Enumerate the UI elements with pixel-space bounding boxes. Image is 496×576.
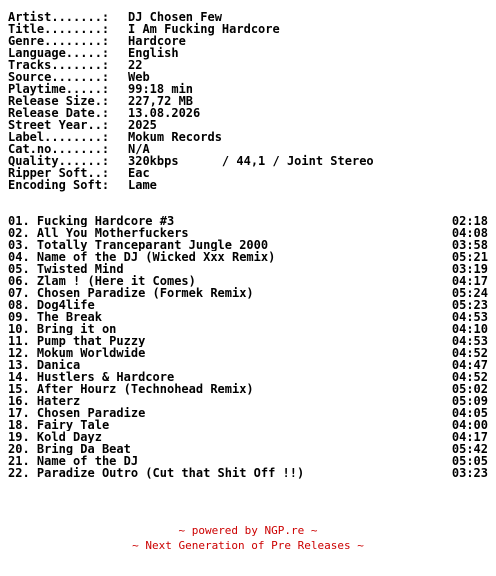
track-title: Haterz: [36, 395, 81, 407]
track-row: [8, 239, 488, 251]
track-row: [8, 359, 488, 371]
track-title: Kold Dayz: [36, 431, 102, 443]
info-key: Label........:: [8, 130, 110, 144]
track-duration: 03:58: [451, 238, 488, 252]
info-value: 13.08.2026: [128, 106, 201, 120]
track-duration: 03:19: [451, 262, 488, 276]
info-key: Source.......:: [8, 70, 110, 84]
info-value: English: [128, 46, 179, 60]
info-key: Playtime.....:: [8, 82, 110, 96]
track-row: [8, 371, 488, 383]
track-row: [8, 455, 488, 467]
info-value: Mokum Records: [128, 130, 222, 144]
track-title: Totally Tranceparant Jungle 2000: [36, 239, 269, 251]
track-duration: 05:02: [451, 382, 488, 396]
track-duration: 04:52: [451, 370, 488, 384]
track-row: [8, 395, 488, 407]
track-title: Bring Da Beat: [36, 443, 131, 455]
track-duration: 04:17: [451, 274, 488, 288]
track-number: 12.: [8, 346, 30, 360]
track-number: 16.: [8, 394, 30, 408]
track-row: [8, 383, 488, 395]
track-row: [8, 215, 488, 227]
track-row: [8, 419, 488, 431]
track-row: [8, 443, 488, 455]
info-key: Genre........:: [8, 34, 110, 48]
info-key: Tracks.......:: [8, 58, 110, 72]
track-duration: 05:24: [451, 286, 488, 300]
track-duration: 04:10: [451, 322, 488, 336]
track-title: Fucking Hardcore #3: [36, 215, 175, 227]
info-key: Artist.......:: [8, 10, 110, 24]
track-title: Paradize Outro (Cut that Shit Off !!): [36, 467, 305, 479]
track-title: Fairy Tale: [36, 419, 110, 431]
track-title: Chosen Paradize (Formek Remix): [36, 287, 254, 299]
track-number: 10.: [8, 322, 30, 336]
track-duration: 04:05: [451, 406, 488, 420]
track-duration: 05:09: [451, 394, 488, 408]
info-key: Street Year..:: [8, 118, 110, 132]
track-title: Name of the DJ: [36, 455, 139, 467]
info-key: Cat.no.......:: [8, 142, 110, 156]
section-gap: [8, 191, 488, 215]
info-key: Quality......:: [8, 154, 110, 168]
info-value: Eac: [128, 166, 150, 180]
info-value: 2025: [128, 118, 157, 132]
track-duration: 05:42: [451, 442, 488, 456]
info-value: N/A: [128, 142, 150, 156]
track-row: [8, 275, 488, 287]
track-row: [8, 311, 488, 323]
track-number: 02.: [8, 226, 30, 240]
track-row: [8, 431, 488, 443]
track-title: Twisted Mind: [36, 263, 124, 275]
track-duration: 05:21: [451, 250, 488, 264]
track-row: [8, 287, 488, 299]
track-number: 06.: [8, 274, 30, 288]
track-number: 04.: [8, 250, 30, 264]
nfo-text-block: [8, 11, 488, 479]
info-row: [8, 179, 488, 191]
track-duration: 04:53: [451, 334, 488, 348]
track-number: 14.: [8, 370, 30, 384]
info-value: Web: [128, 70, 150, 84]
track-duration: 04:53: [451, 310, 488, 324]
release-info: [8, 11, 488, 191]
info-key: Encoding Soft:: [8, 178, 110, 192]
track-duration: 04:00: [451, 418, 488, 432]
track-number: 13.: [8, 358, 30, 372]
track-row: [8, 467, 488, 479]
track-duration: 05:23: [451, 298, 488, 312]
track-title: The Break: [36, 311, 102, 323]
track-number: 07.: [8, 286, 30, 300]
track-row: [8, 347, 488, 359]
track-duration: 04:52: [451, 346, 488, 360]
footer-tagline: ~ Next Generation of Pre Releases ~: [132, 539, 364, 552]
track-title: Danica: [36, 359, 81, 371]
track-duration: 03:23: [451, 466, 488, 480]
track-number: 19.: [8, 430, 30, 444]
info-key: Release Date.:: [8, 106, 110, 120]
info-key: Language.....:: [8, 46, 110, 60]
info-value: 320kbps: [128, 154, 179, 168]
info-value: Lame: [128, 178, 157, 192]
track-number: 15.: [8, 382, 30, 396]
track-number: 18.: [8, 418, 30, 432]
info-key: Title........:: [8, 22, 110, 36]
track-duration: 04:08: [451, 226, 488, 240]
track-title: Pump that Puzzy: [36, 335, 146, 347]
info-value: 22: [128, 58, 143, 72]
info-key: Release Size.:: [8, 94, 110, 108]
info-value: 227,72 MB: [128, 94, 194, 108]
track-number: 03.: [8, 238, 30, 252]
info-value: I Am Fucking Hardcore: [128, 22, 280, 36]
info-value: 99:18 min: [128, 82, 194, 96]
track-title: Bring it on: [36, 323, 117, 335]
track-row: [8, 407, 488, 419]
track-title: Zlam ! (Here it Comes): [36, 275, 196, 287]
track-title: Hustlers & Hardcore: [36, 371, 175, 383]
track-title: Chosen Paradize: [36, 407, 146, 419]
track-title: After Hourz (Technohead Remix): [36, 383, 254, 395]
track-title: All You Motherfuckers: [36, 227, 189, 239]
track-row: [8, 263, 488, 275]
info-key: Ripper Soft..:: [8, 166, 110, 180]
track-number: 21.: [8, 454, 30, 468]
track-duration: 04:47: [451, 358, 488, 372]
track-title: Dog4life: [36, 299, 95, 311]
track-title: Mokum Worldwide: [36, 347, 146, 359]
info-value: Hardcore: [128, 34, 186, 48]
track-number: 20.: [8, 442, 30, 456]
track-row: [8, 323, 488, 335]
track-number: 22.: [8, 466, 30, 480]
track-duration: 04:17: [451, 430, 488, 444]
track-duration: 05:05: [451, 454, 488, 468]
track-number: 05.: [8, 262, 30, 276]
track-duration: 02:18: [451, 214, 488, 228]
tracklist: [8, 215, 488, 479]
track-number: 11.: [8, 334, 30, 348]
track-title: Name of the DJ (Wicked Xxx Remix): [36, 251, 276, 263]
track-number: 08.: [8, 298, 30, 312]
info-value: DJ Chosen Few: [128, 10, 222, 24]
track-row: [8, 335, 488, 347]
track-number: 09.: [8, 310, 30, 324]
track-row: [8, 251, 488, 263]
track-number: 01.: [8, 214, 30, 228]
track-row: [8, 227, 488, 239]
footer-powered-by: ~ powered by NGP.re ~: [178, 524, 318, 537]
info-value-extra: / 44,1 / Joint Stereo: [178, 154, 374, 168]
track-row: [8, 299, 488, 311]
track-number: 17.: [8, 406, 30, 420]
